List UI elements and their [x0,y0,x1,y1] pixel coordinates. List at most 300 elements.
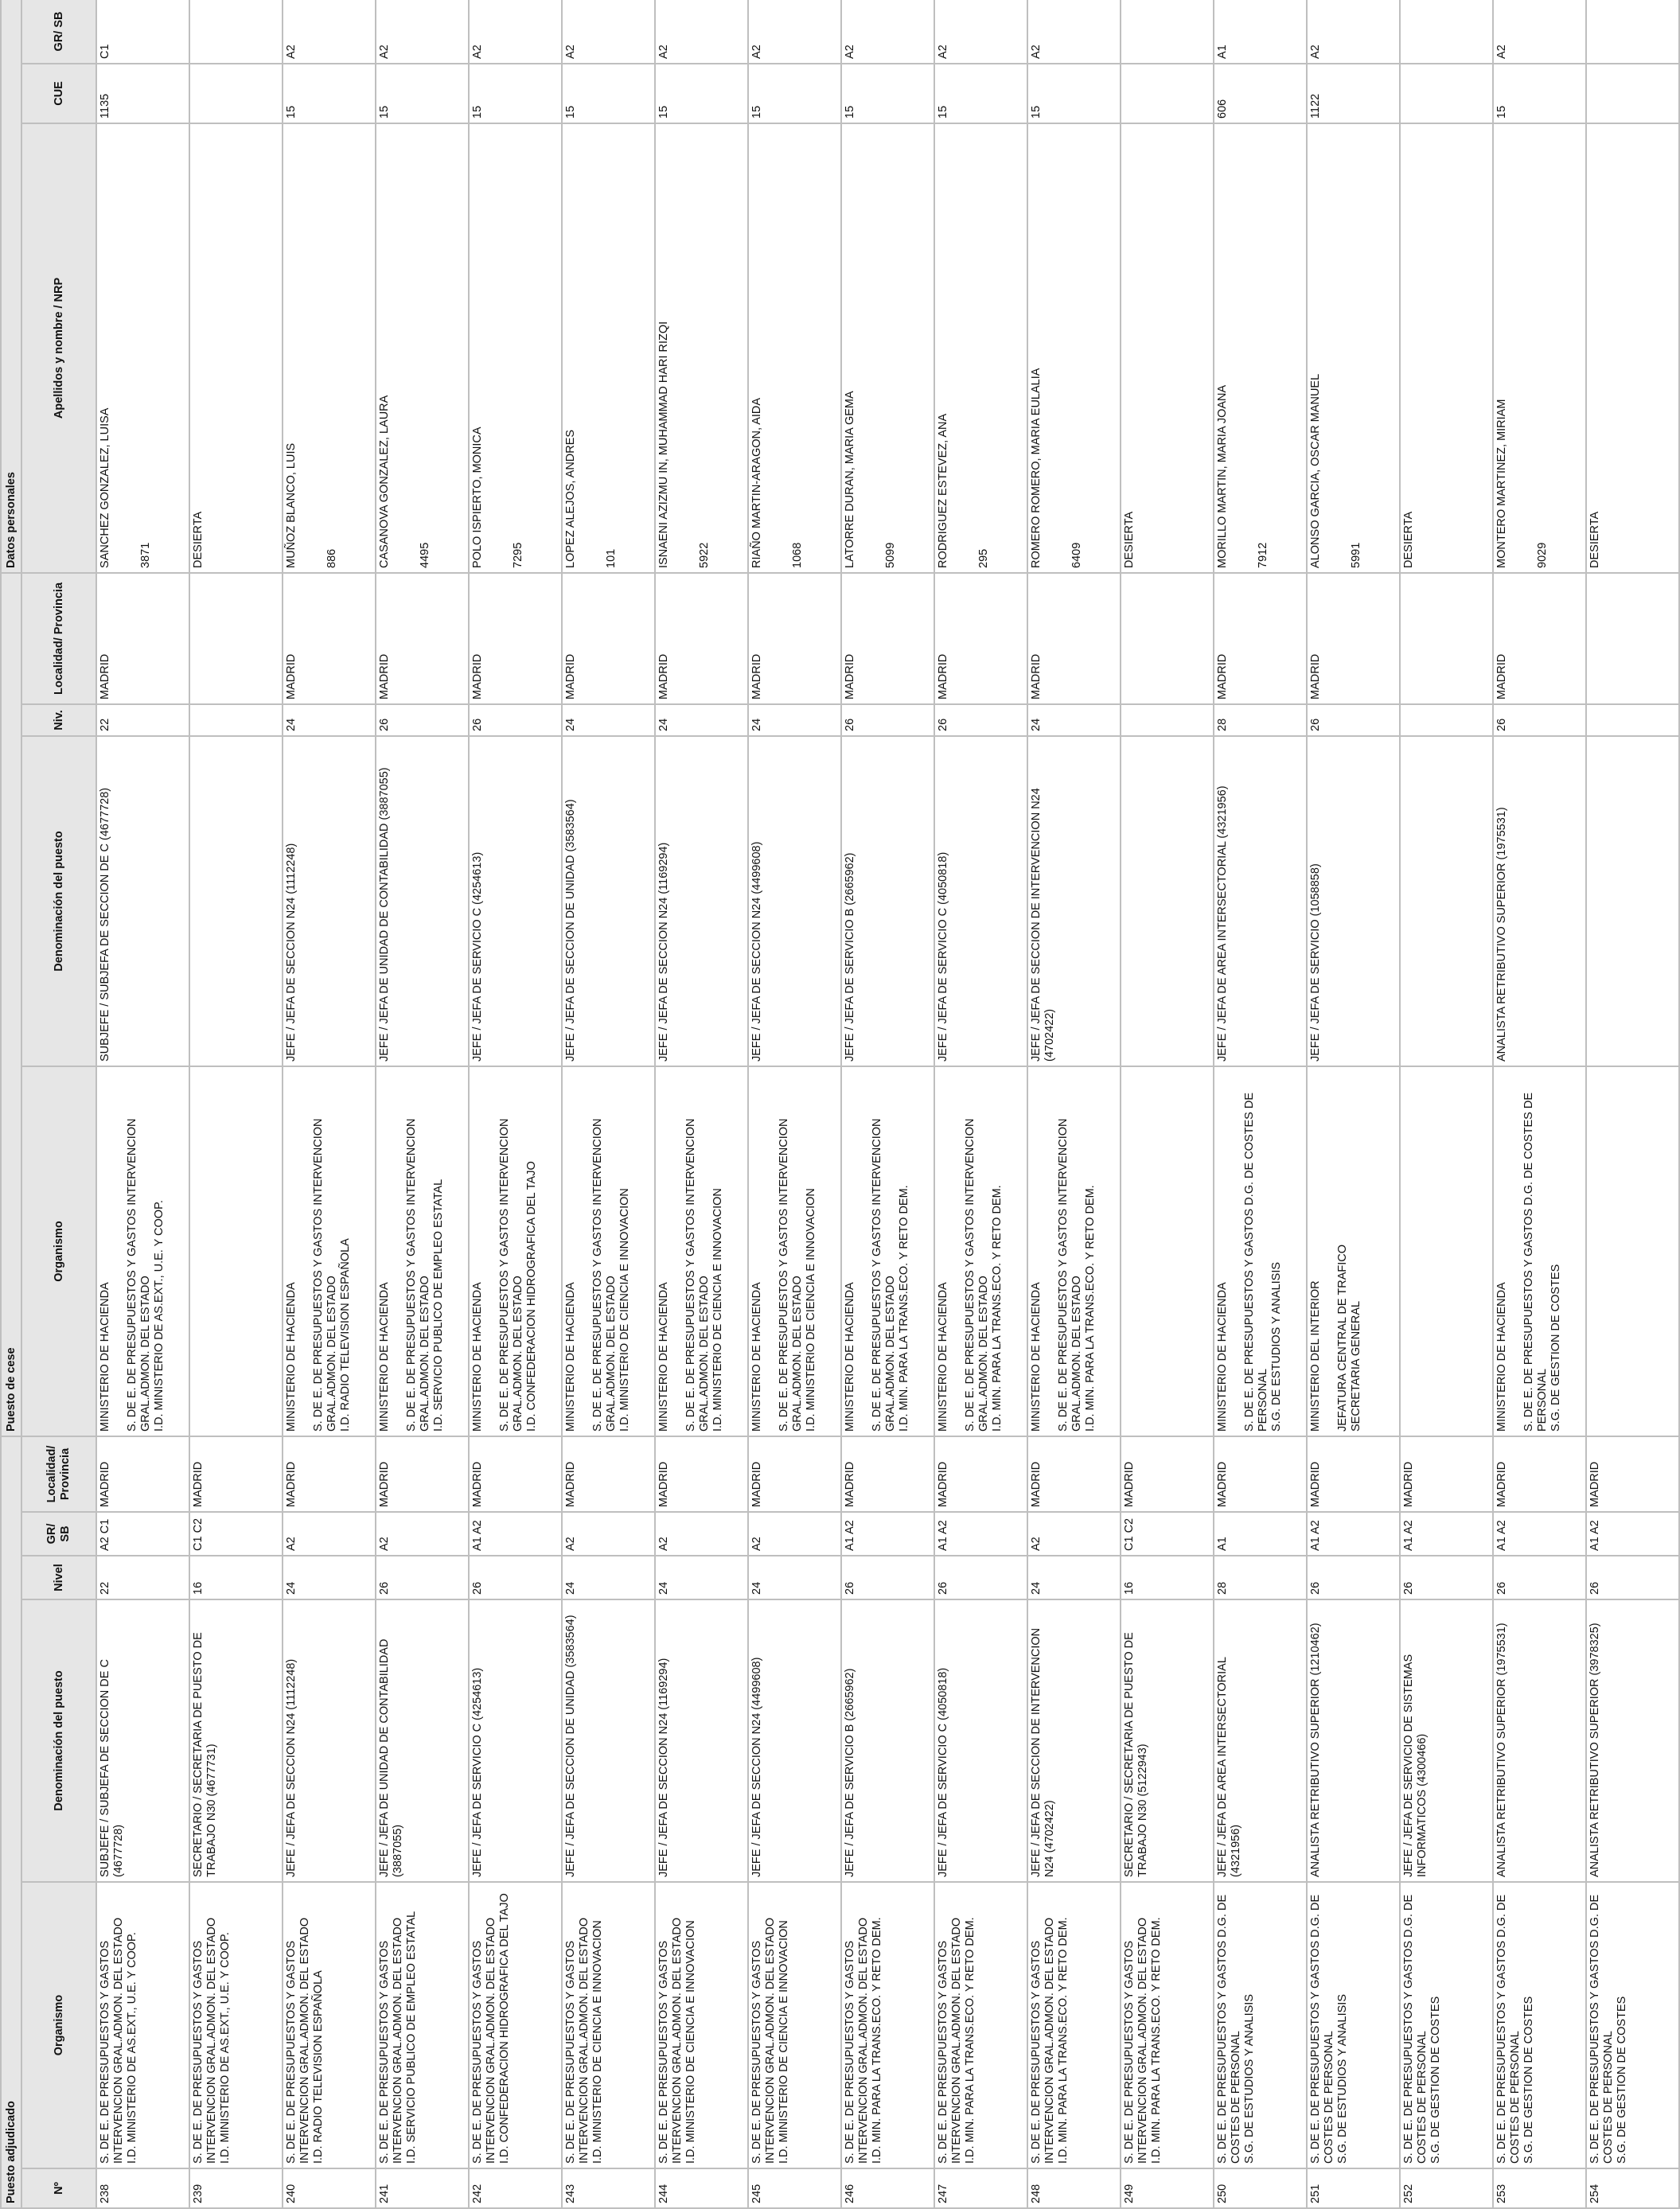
organismo-cell-line: I.D. MIN. PARA LA TRANS.ECO. Y RETO DEM. [1150,1917,1163,2164]
person-name: RODRIGUEZ ESTEVEZ, ANA [937,413,949,568]
line-gap [392,1071,405,1432]
organismo-cell-line: I.D. MIN. PARA LA TRANS.ECO. Y RETO DEM. [964,1917,976,2164]
person-name: DESIERTA [1402,511,1415,568]
col-header-cese-organismo: Organismo [21,1066,96,1436]
cese-organismo-cell-line: S. DE E. DE PRESUPUESTOS Y GASTOS INTERVENCION GRAL.ADMON. DEL ESTADO [498,1118,524,1432]
person-nrp: 9029 [1536,542,1549,568]
person-nrp: 886 [325,548,338,568]
line-gap [298,1071,312,1432]
cese-denominacion-cell [189,736,283,1066]
col-header-organismo: Organismo [21,1882,96,2168]
person-name: DESIERTA [1588,511,1601,568]
cese-organismo-cell-line: I.D. MINISTERIO DE CIENCIA E INNOVACION [618,1188,631,1432]
cese-organismo-cell [1586,1066,1679,1436]
table-row [283,0,376,2208]
cue-cell: 15 [469,64,562,123]
cese-localidad-cell: MADRID [562,573,655,704]
organismo-cell [96,1882,189,2168]
cese-denominacion-cell: JEFE / JEFA DE SERVICIO C (4050818) [934,736,1027,1066]
cese-denominacion-cell: JEFE / JEFA DE AREA INTERSECTORIAL (4321956) [1214,736,1307,1066]
organismo-cell-line: S. DE E. DE PRESUPUESTOS Y GASTOS D.G. DE COSTES DE PERSONAL [1588,1894,1615,2164]
row-number: 251 [1307,2168,1400,2208]
cese-organismo-cell [841,1066,934,1436]
group-header-puesto-adjudicado: Puesto adjudicado [1,1436,21,2208]
table-row [934,0,1027,2208]
organismo-cell-line: I.D. SERVICIO PUBLICO DE EMPLEO ESTATAL [405,1911,418,2164]
cese-niv-cell: 26 [376,704,469,736]
organismo-cell-line: S.G. DE ESTUDIOS Y ANALISIS [1243,1993,1256,2164]
cese-organismo-cell-line: MINISTERIO DE HACIENDA [657,1282,670,1432]
cese-organismo-cell-line: I.D. MINISTERIO DE AS.EXT., U.E. Y COOP. [153,1200,166,1432]
table-row [841,0,934,2208]
gr-sb-personal-cell: A1 [1214,0,1307,64]
person-name: DESIERTA [1123,511,1136,568]
organismo-cell [189,1882,283,2168]
gr-sb-cell: A2 [655,1512,748,1556]
line-gap [112,1071,126,1432]
cese-localidad-cell: MADRID [841,573,934,704]
cese-localidad-cell [189,573,283,704]
denominacion-cell: ANALISTA RETRIBUTIVO SUPERIOR (1975531) [1493,1599,1586,1882]
cue-cell: 15 [1493,64,1586,123]
cese-organismo-cell-line: S. DE E. DE PRESUPUESTOS Y GASTOS INTERVENCION GRAL.ADMON. DEL ESTADO [591,1118,618,1432]
nivel-cell: 24 [748,1556,841,1599]
cue-cell [1400,64,1493,123]
gr-sb-personal-cell [1121,0,1214,64]
gr-sb-cell: A1 A2 [1586,1512,1679,1556]
person-name: ROMERO ROMERO, MARIA EULALIA [1030,368,1043,568]
organismo-cell [469,1882,562,2168]
organismo-cell [1214,1882,1307,2168]
localidad-cell: MADRID [934,1436,1027,1512]
organismo-cell-line: S. DE E. DE PRESUPUESTOS Y GASTOS INTERVENCION GRAL.ADMON. DEL ESTADO [657,1917,684,2164]
table-row [189,0,283,2208]
localidad-cell: MADRID [748,1436,841,1512]
cese-localidad-cell: MADRID [376,573,469,704]
cue-cell: 1135 [96,64,189,123]
organismo-cell-line: I.D. MINISTERIO DE AS.EXT., U.E. Y COOP. [126,1932,138,2164]
cese-organismo-cell-line: MINISTERIO DE HACIENDA [1030,1282,1043,1432]
cese-niv-cell: 24 [748,704,841,736]
organismo-cell [1027,1882,1121,2168]
table-row [1214,0,1307,2208]
cue-cell: 15 [841,64,934,123]
person-name: LATORRE DURAN, MARIA GEMA [844,391,856,568]
person-name: SANCHEZ GONZALEZ, LUISA [99,407,111,568]
cese-denominacion-cell [1586,736,1679,1066]
cese-organismo-cell-line: S. DE E. DE PRESUPUESTOS Y GASTOS INTERVENCION GRAL.ADMON. DEL ESTADO [964,1118,990,1432]
cese-organismo-cell-line: I.D. MIN. PARA LA TRANS.ECO. Y RETO DEM. [991,1185,1004,1432]
organismo-cell-line: S. DE E. DE PRESUPUESTOS Y GASTOS INTERVENCION GRAL.ADMON. DEL ESTADO [750,1917,777,2164]
cese-organismo-cell-line: MINISTERIO DE HACIENDA [99,1282,111,1432]
cese-organismo-cell-line: I.D. MIN. PARA LA TRANS.ECO. Y RETO DEM. [1084,1185,1097,1432]
row-number: 243 [562,2168,655,2208]
col-header-cese-niv: Niv. [21,704,96,736]
cese-organismo-cell [376,1066,469,1436]
cese-organismo-cell-line: I.D. MINISTERIO DE CIENCIA E INNOVACION [711,1188,724,1432]
cese-organismo-cell-line: MINISTERIO DEL INTERIOR [1309,1280,1322,1432]
table-row [1027,0,1121,2208]
cese-denominacion-cell: ANALISTA RETRIBUTIVO SUPERIOR (1975531) [1493,736,1586,1066]
cese-organismo-cell-line: MINISTERIO DE HACIENDA [285,1282,298,1432]
localidad-cell: MADRID [1121,1436,1214,1512]
gr-sb-personal-cell: A2 [748,0,841,64]
row-number: 253 [1493,2168,1586,2208]
person-name: MONTERO MARTINEZ, MIRIAM [1495,399,1508,568]
gr-sb-personal-cell: A2 [562,0,655,64]
cese-niv-cell: 28 [1214,704,1307,736]
cese-organismo-cell-line: MINISTERIO DE HACIENDA [750,1282,763,1432]
col-header-apellidos: Apellidos y nombre / NRP [21,123,96,573]
person-nrp: 5099 [884,542,897,568]
cese-organismo-cell-line: S. DE E. DE PRESUPUESTOS Y GASTOS D.G. DE COSTES DE PERSONAL [1522,1092,1549,1432]
gr-sb-personal-cell [1400,0,1493,64]
table-row [1493,0,1586,2208]
cese-denominacion-cell [1121,736,1214,1066]
organismo-cell [1586,1882,1679,2168]
cese-organismo-cell [283,1066,376,1436]
organismo-cell-line: S. DE E. DE PRESUPUESTOS Y GASTOS INTERVENCION GRAL.ADMON. DEL ESTADO [1030,1917,1056,2164]
localidad-cell: MADRID [1307,1436,1400,1512]
cese-organismo-cell [1121,1066,1214,1436]
col-header-num: Nº [21,2168,96,2208]
organismo-cell-line: S. DE E. DE PRESUPUESTOS Y GASTOS INTERVENCION GRAL.ADMON. DEL ESTADO [564,1917,591,2164]
person-nrp: 295 [977,548,990,568]
nivel-cell: 28 [1214,1556,1307,1599]
gr-sb-personal-cell: A2 [1027,0,1121,64]
gr-sb-personal-cell: C1 [96,0,189,64]
organismo-cell-line: I.D. MINISTERIO DE CIENCIA E INNOVACION [684,1920,697,2164]
cese-organismo-cell-line: S. DE E. DE PRESUPUESTOS Y GASTOS INTERVENCION GRAL.ADMON. DEL ESTADO [778,1118,804,1432]
cese-localidad-cell: MADRID [934,573,1027,704]
nivel-cell: 24 [562,1556,655,1599]
column-header-row [21,0,96,2208]
cese-organismo-cell-line: SECRETARIA GENERAL [1350,1300,1362,1432]
cese-organismo-cell-line: I.D. RADIO TELEVISION ESPAÑOLA [339,1238,352,1432]
cue-cell [1121,64,1214,123]
cese-organismo-cell [1214,1066,1307,1436]
person-nrp: 6409 [1070,542,1083,568]
personal-data-cell [1307,123,1400,573]
gr-sb-cell: A2 [283,1512,376,1556]
line-gap [1323,1071,1336,1432]
personal-data-cell [469,123,562,573]
nivel-cell: 22 [96,1556,189,1599]
localidad-cell: MADRID [841,1436,934,1512]
line-gap [671,1071,684,1432]
cue-cell: 15 [1027,64,1121,123]
nivel-cell: 26 [1586,1556,1679,1599]
cese-organismo-cell-line: S. DE E. DE PRESUPUESTOS Y GASTOS INTERVENCION GRAL.ADMON. DEL ESTADO [126,1118,152,1432]
cese-organismo-cell [1493,1066,1586,1436]
localidad-cell: MADRID [1493,1436,1586,1512]
organismo-cell-line: S.G. DE GESTION DE COSTES [1429,1996,1442,2164]
person-name: CASANOVA GONZALEZ, LAURA [378,395,391,568]
cese-organismo-cell-line: MINISTERIO DE HACIENDA [1216,1282,1229,1432]
cese-localidad-cell: MADRID [1027,573,1121,704]
gr-sb-cell: A1 A2 [469,1512,562,1556]
denominacion-cell: JEFE / JEFA DE SERVICIO DE SISTEMAS INFORMATICOS (4300466) [1400,1599,1493,1882]
organismo-cell [1493,1882,1586,2168]
row-number: 240 [283,2168,376,2208]
line-gap [578,1071,591,1432]
col-header-cese-localidad: Localidad/ Provincia [21,573,96,704]
gr-sb-cell: A1 A2 [1493,1512,1586,1556]
cese-organismo-cell-line: S. DE E. DE PRESUPUESTOS Y GASTOS INTERVENCION GRAL.ADMON. DEL ESTADO [684,1118,711,1432]
gr-sb-personal-cell: A2 [469,0,562,64]
organismo-cell [748,1882,841,2168]
row-number: 252 [1400,2168,1493,2208]
nivel-cell: 26 [1307,1556,1400,1599]
nivel-cell: 26 [934,1556,1027,1599]
row-number: 245 [748,2168,841,2208]
person-name: DESIERTA [192,511,205,568]
cese-niv-cell: 26 [469,704,562,736]
nivel-cell: 26 [1493,1556,1586,1599]
cese-localidad-cell [1586,573,1679,704]
denominacion-cell: JEFE / JEFA DE SECCION N24 (1169294) [655,1599,748,1882]
localidad-cell: MADRID [1400,1436,1493,1512]
cese-localidad-cell: MADRID [469,573,562,704]
cese-organismo-cell-line: I.D. MIN. PARA LA TRANS.ECO. Y RETO DEM. [898,1185,910,1432]
gr-sb-personal-cell: A2 [1493,0,1586,64]
organismo-cell [376,1882,469,2168]
cese-niv-cell [189,704,283,736]
cese-organismo-cell-line: MINISTERIO DE HACIENDA [844,1282,856,1432]
organismo-cell-line: I.D. MIN. PARA LA TRANS.ECO. Y RETO DEM. [871,1917,883,2164]
cese-niv-cell: 24 [562,704,655,736]
organismo-cell-line: S. DE E. DE PRESUPUESTOS Y GASTOS INTERVENCION GRAL.ADMON. DEL ESTADO [378,1917,404,2164]
denominacion-cell: JEFE / JEFA DE SERVICIO C (4254613) [469,1599,562,1882]
cese-localidad-cell [1121,573,1214,704]
col-header-cue: CUE [21,64,96,123]
cese-organismo-cell-line: MINISTERIO DE HACIENDA [471,1282,484,1432]
gr-sb-personal-cell [1586,0,1679,64]
denominacion-cell: JEFE / JEFA DE UNIDAD DE CONTABILIDAD (3887055) [376,1599,469,1882]
nivel-cell: 24 [655,1556,748,1599]
person-nrp: 7295 [512,542,524,568]
person-nrp: 5991 [1350,542,1362,568]
col-header-cese-denominacion: Denominación del puesto [21,736,96,1066]
localidad-cell: MADRID [562,1436,655,1512]
nivel-cell: 24 [1027,1556,1121,1599]
line-gap [857,1071,871,1432]
cese-organismo-cell-line: S. DE E. DE PRESUPUESTOS Y GASTOS INTERVENCION GRAL.ADMON. DEL ESTADO [405,1118,431,1432]
localidad-cell: MADRID [1586,1436,1679,1512]
row-number: 239 [189,2168,283,2208]
personal-data-cell [562,123,655,573]
organismo-cell [562,1882,655,2168]
organismo-cell-line: S. DE E. DE PRESUPUESTOS Y GASTOS INTERVENCION GRAL.ADMON. DEL ESTADO [1123,1917,1149,2164]
cese-localidad-cell: MADRID [96,573,189,704]
col-header-nivel: Nivel [21,1556,96,1599]
denominacion-cell: JEFE / JEFA DE SECCION DE INTERVENCION N24 (4702422) [1027,1599,1121,1882]
cese-niv-cell [1121,704,1214,736]
cese-localidad-cell: MADRID [1214,573,1307,704]
localidad-cell: MADRID [1027,1436,1121,1512]
person-name: ISNAENI AZIZMU IN, MUHAMMAD HARI RIZQI [657,321,670,568]
organismo-cell-line: I.D. MINISTERIO DE CIENCIA E INNOVACION [778,1920,790,2164]
row-number: 250 [1214,2168,1307,2208]
table-body [96,0,1679,2208]
cese-denominacion-cell: JEFE / JEFA DE SECCION N24 (1112248) [283,736,376,1066]
cese-organismo-cell-line: MINISTERIO DE HACIENDA [937,1282,949,1432]
cese-niv-cell: 24 [1027,704,1121,736]
cese-organismo-cell-line: MINISTERIO DE HACIENDA [564,1282,577,1432]
localidad-cell: MADRID [655,1436,748,1512]
cue-cell: 15 [376,64,469,123]
person-name: ALONSO GARCIA, OSCAR MANUEL [1309,373,1322,568]
table-row [1586,0,1679,2208]
cue-cell: 606 [1214,64,1307,123]
cese-organismo-cell [655,1066,748,1436]
cese-denominacion-cell: JEFE / JEFA DE SECCION N24 (4499608) [748,736,841,1066]
cese-niv-cell [1400,704,1493,736]
cese-organismo-cell-line: MINISTERIO DE HACIENDA [378,1282,391,1432]
gr-sb-cell: A1 A2 [841,1512,934,1556]
cese-organismo-cell-line: I.D. CONFEDERACION HIDROGRAFICA DEL TAJO [525,1161,538,1432]
denominacion-cell: SUBJEFE / SUBJEFA DE SECCION DE C (4677728) [96,1599,189,1882]
person-nrp: 3871 [139,542,152,568]
gr-sb-cell: A2 [1027,1512,1121,1556]
denominacion-cell: JEFE / JEFA DE SERVICIO B (2665962) [841,1599,934,1882]
localidad-cell: MADRID [96,1436,189,1512]
cese-organismo-cell-line: I.D. SERVICIO PUBLICO DE EMPLEO ESTATAL [432,1179,445,1432]
cue-cell: 15 [562,64,655,123]
organismo-cell [841,1882,934,2168]
gr-sb-personal-cell: A2 [283,0,376,64]
row-number: 242 [469,2168,562,2208]
line-gap [1509,1071,1522,1432]
nivel-cell: 16 [1121,1556,1214,1599]
row-number: 249 [1121,2168,1214,2208]
cese-organismo-cell-line: S. DE E. DE PRESUPUESTOS Y GASTOS INTERVENCION GRAL.ADMON. DEL ESTADO [1057,1118,1083,1432]
organismo-cell-line: S. DE E. DE PRESUPUESTOS Y GASTOS D.G. DE COSTES DE PERSONAL [1495,1894,1522,2164]
col-header-denominacion: Denominación del puesto [21,1599,96,1882]
cese-organismo-cell-line: I.D. MINISTERIO DE CIENCIA E INNOVACION [805,1188,817,1432]
table-row [655,0,748,2208]
cese-localidad-cell: MADRID [283,573,376,704]
gr-sb-cell: A1 A2 [1307,1512,1400,1556]
col-header-gr-sb: GR/ SB [21,1512,96,1556]
personal-data-cell [283,123,376,573]
organismo-cell [1121,1882,1214,2168]
organismo-cell-line: I.D. CONFEDERACION HIDROGRAFICA DEL TAJO [498,1893,511,2164]
gr-sb-cell: A2 [376,1512,469,1556]
cese-denominacion-cell: JEFE / JEFA DE UNIDAD DE CONTABILIDAD (3887055) [376,736,469,1066]
organismo-cell-line: I.D. RADIO TELEVISION ESPAÑOLA [312,1970,325,2164]
denominacion-cell: JEFE / JEFA DE SECCION N24 (4499608) [748,1599,841,1882]
gr-sb-personal-cell: A2 [841,0,934,64]
nivel-cell: 24 [283,1556,376,1599]
nivel-cell: 26 [841,1556,934,1599]
nivel-cell: 26 [376,1556,469,1599]
cue-cell: 15 [934,64,1027,123]
personal-data-cell [1121,123,1214,573]
denominacion-cell: JEFE / JEFA DE SERVICIO C (4050818) [934,1599,1027,1882]
cese-niv-cell: 26 [934,704,1027,736]
line-gap [1043,1071,1057,1432]
localidad-cell: MADRID [376,1436,469,1512]
denominacion-cell: JEFE / JEFA DE SECCION DE UNIDAD (3583564) [562,1599,655,1882]
cese-niv-cell: 22 [96,704,189,736]
gr-sb-cell: A1 [1214,1512,1307,1556]
cese-organismo-cell [748,1066,841,1436]
table-row [96,0,189,2208]
cese-denominacion-cell: JEFE / JEFA DE SERVICIO B (2665962) [841,736,934,1066]
table-row [562,0,655,2208]
gr-sb-personal-cell [189,0,283,64]
personal-data-cell [1400,123,1493,573]
organismo-cell [283,1882,376,2168]
row-number: 247 [934,2168,1027,2208]
nivel-cell: 16 [189,1556,283,1599]
organismo-cell-line: S. DE E. DE PRESUPUESTOS Y GASTOS D.G. DE COSTES DE PERSONAL [1216,1894,1242,2164]
denominacion-cell: SECRETARIO / SECRETARIA DE PUESTO DE TRABAJO N30 (4677731) [189,1599,283,1882]
personal-data-cell [189,123,283,573]
personal-data-cell [376,123,469,573]
organismo-cell-line: S. DE E. DE PRESUPUESTOS Y GASTOS INTERVENCION GRAL.ADMON. DEL ESTADO [99,1917,125,2164]
cese-denominacion-cell [1400,736,1493,1066]
cese-localidad-cell: MADRID [1307,573,1400,704]
cese-organismo-cell [1027,1066,1121,1436]
cese-niv-cell: 24 [283,704,376,736]
cue-cell: 1122 [1307,64,1400,123]
organismo-cell-line: S. DE E. DE PRESUPUESTOS Y GASTOS INTERVENCION GRAL.ADMON. DEL ESTADO [844,1917,870,2164]
cese-localidad-cell: MADRID [1493,573,1586,704]
table-row [1121,0,1214,2208]
cue-cell [1586,64,1679,123]
line-gap [1230,1071,1243,1432]
cese-denominacion-cell: JEFE / JEFA DE SECCION DE INTERVENCION N24 (4702422) [1027,736,1121,1066]
organismo-cell [1400,1882,1493,2168]
personal-data-cell [841,123,934,573]
nivel-cell: 26 [1400,1556,1493,1599]
line-gap [485,1071,498,1432]
organismo-cell-line: S. DE E. DE PRESUPUESTOS Y GASTOS D.G. DE COSTES DE PERSONAL [1309,1894,1335,2164]
cese-niv-cell: 26 [841,704,934,736]
line-gap [764,1071,778,1432]
cese-denominacion-cell: JEFE / JEFA DE SECCION DE UNIDAD (3583564) [562,736,655,1066]
cese-organismo-cell-line: S.G. DE ESTUDIOS Y ANALISIS [1270,1261,1283,1432]
cese-organismo-cell [562,1066,655,1436]
denominacion-cell: ANALISTA RETRIBUTIVO SUPERIOR (3978325) [1586,1599,1679,1882]
cese-localidad-cell: MADRID [748,573,841,704]
cese-denominacion-cell: JEFE / JEFA DE SECCION N24 (1169294) [655,736,748,1066]
gr-sb-cell: C1 C2 [1121,1512,1214,1556]
gr-sb-cell: A2 [562,1512,655,1556]
gr-sb-personal-cell: A2 [655,0,748,64]
organismo-cell-line: S. DE E. DE PRESUPUESTOS Y GASTOS INTERVENCION GRAL.ADMON. DEL ESTADO [937,1917,963,2164]
cese-organismo-cell-line: S. DE E. DE PRESUPUESTOS Y GASTOS INTERVENCION GRAL.ADMON. DEL ESTADO [871,1118,897,1432]
person-nrp: 7912 [1257,542,1269,568]
organismo-cell-line: I.D. MINISTERIO DE AS.EXT., U.E. Y COOP. [219,1932,232,2164]
cese-niv-cell [1586,704,1679,736]
gr-sb-cell: C1 C2 [189,1512,283,1556]
cese-organismo-cell-line: S.G. DE GESTION DE COSTES [1549,1264,1562,1432]
table-row [748,0,841,2208]
personal-data-cell [655,123,748,573]
person-name: RIAÑO MARTIN-ARAGON, AIDA [750,397,763,568]
cese-organismo-cell-line: MINISTERIO DE HACIENDA [1495,1282,1508,1432]
localidad-cell: MADRID [189,1436,283,1512]
cese-niv-cell: 26 [1493,704,1586,736]
cese-organismo-cell [1307,1066,1400,1436]
cese-organismo-cell-line: JEFATURA CENTRAL DE TRAFICO [1336,1244,1349,1432]
organismo-cell-line: S.G. DE GESTION DE COSTES [1522,1996,1535,2164]
personal-data-cell [1027,123,1121,573]
denominacion-cell: JEFE / JEFA DE AREA INTERSECTORIAL (4321956) [1214,1599,1307,1882]
